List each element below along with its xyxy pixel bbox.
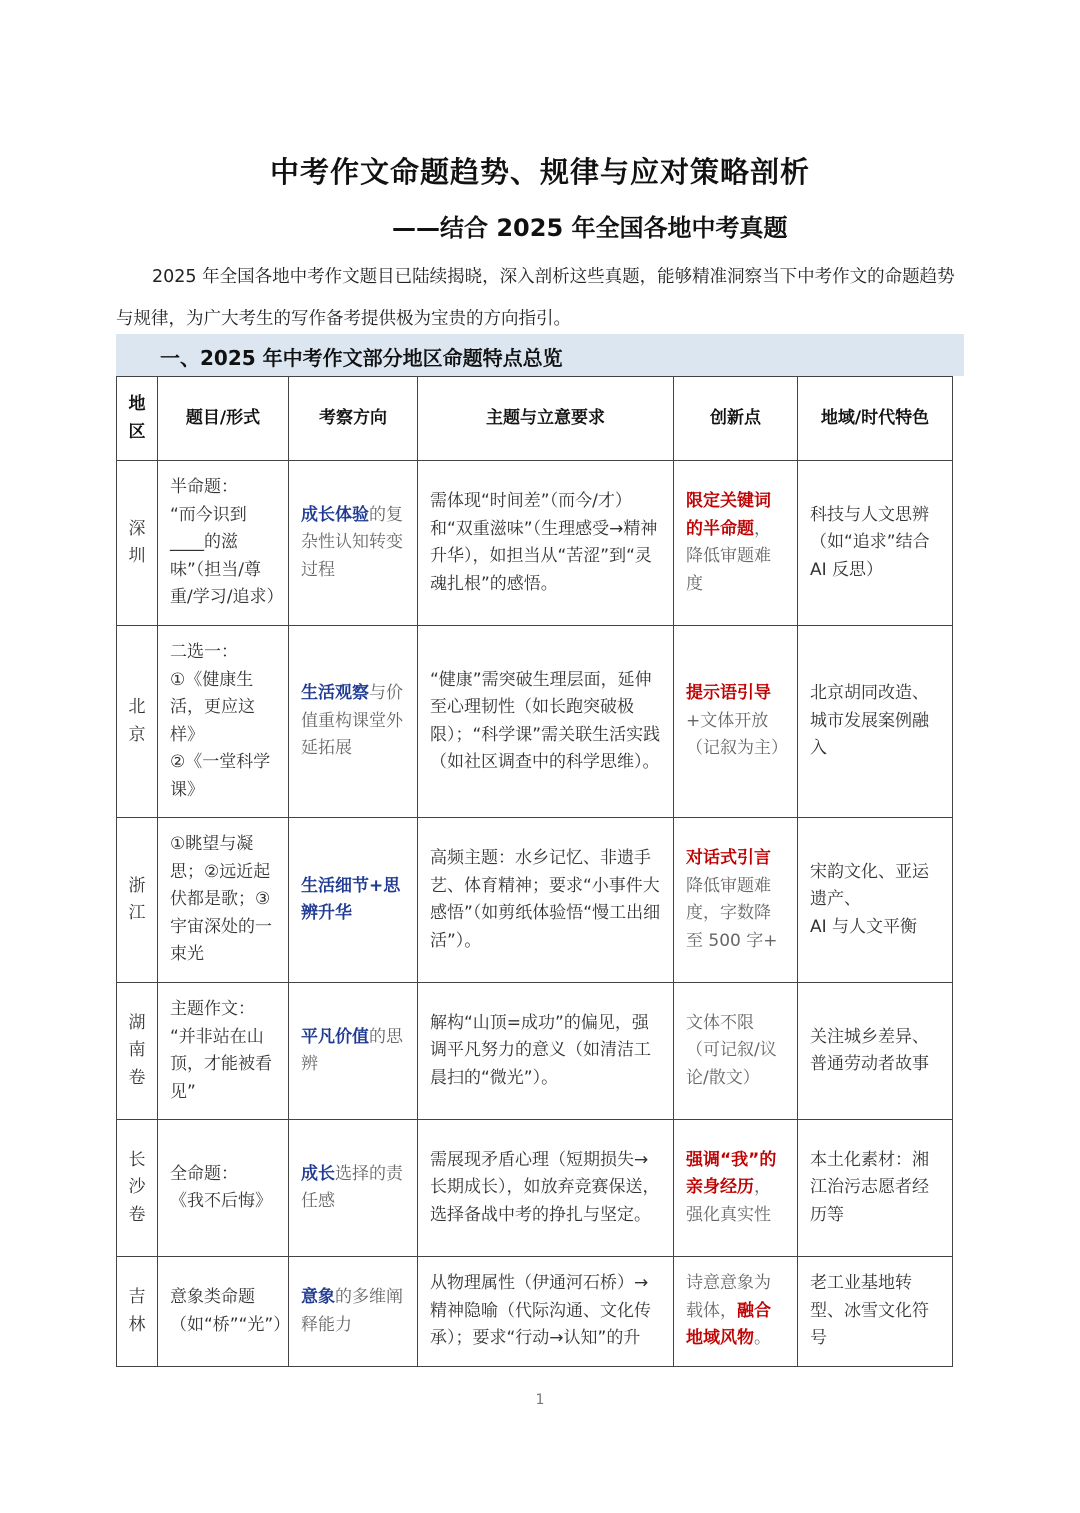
- feature-cell: 北京胡同改造、城市发展案例融入: [798, 626, 953, 818]
- direction-cell: [289, 626, 418, 818]
- innovation-cell: [674, 1257, 798, 1367]
- innovation-cell: [674, 461, 798, 626]
- intro-paragraph: 2025 年全国各地中考作文题目已陆续揭晓，深入剖析这些真题，能够精准洞察当下中考作文的命题趋势与规律，为广大考生的写作备考提供极为宝贵的方向指引。: [116, 267, 955, 329]
- section-heading: 一、2025 年中考作文部分地区命题特点总览: [160, 346, 563, 370]
- direction-cell: [289, 1120, 418, 1257]
- direction-cell: [289, 818, 418, 983]
- document-title: 中考作文命题趋势、规律与应对策略剖析: [269, 155, 810, 189]
- innovation-text: ，强化真实性: [686, 1177, 771, 1225]
- overview-table: [116, 376, 953, 1367]
- table-row: [117, 1120, 953, 1257]
- header-innovation: 创新点: [674, 377, 798, 461]
- theme-cell: 需展现矛盾心理（短期损失→长期成长），如放弃竞赛保送，选择备战中考的挣扎与坚定。: [418, 1120, 674, 1257]
- topic-cell: 全命题： 《我不后悔》: [158, 1120, 289, 1257]
- innovation-cell: [674, 818, 798, 983]
- table-row: [117, 983, 953, 1120]
- section-heading-bar: [116, 334, 964, 376]
- table-row: [117, 461, 953, 626]
- region-cell: 长 沙 卷: [117, 1120, 158, 1257]
- direction-cell: [289, 983, 418, 1120]
- innovation-keyword: 限定关键词的半命题: [686, 491, 771, 539]
- header-direction: 考察方向: [289, 377, 418, 461]
- innovation-keyword: 提示语引导: [686, 683, 771, 704]
- innovation-cell: [674, 1120, 798, 1257]
- direction-text: 的复杂性认知转变过程: [301, 504, 403, 580]
- header-region: 地 区: [117, 377, 158, 461]
- feature-cell: 科技与人文思辨（如“追求”结合 AI 反思）: [798, 461, 953, 626]
- topic-cell: ①眺望与凝思；②远近起伏都是歌；③宇宙深处的一束光: [158, 818, 289, 983]
- direction-text: 的多维阐释能力: [301, 1287, 403, 1335]
- innovation-text: 降低审题难度，字数降至 500 字+: [686, 875, 778, 951]
- direction-cell: [289, 1257, 418, 1367]
- topic-cell: 主题作文： “并非站在山顶，才能被看见”: [158, 983, 289, 1120]
- innovation-keyword: 融合地域风物: [686, 1300, 771, 1349]
- feature-cell: 老工业基地转型、冰雪文化符号: [798, 1257, 953, 1367]
- innovation-prefix: 诗意意象为载体，: [686, 1273, 771, 1321]
- direction-keyword: 生活细节+思辨升华: [301, 875, 401, 923]
- table-row: [117, 1257, 953, 1367]
- innovation-keyword: 强调“我”的亲身经历: [686, 1149, 777, 1198]
- innovation-text: 。: [754, 1328, 771, 1349]
- page-number: 1: [535, 1392, 545, 1408]
- feature-cell: 关注城乡差异、普通劳动者故事: [798, 983, 953, 1120]
- region-cell: 湖 南 卷: [117, 983, 158, 1120]
- region-cell: 深 圳: [117, 461, 158, 626]
- table-row: [117, 626, 953, 818]
- region-cell: 浙 江: [117, 818, 158, 983]
- table-row: [117, 818, 953, 983]
- region-cell: 吉 林: [117, 1257, 158, 1367]
- direction-text: 与价值重构课堂外延拓展: [301, 683, 403, 759]
- direction-keyword: 生活观察: [301, 683, 369, 704]
- innovation-cell: [674, 983, 798, 1120]
- document-subtitle: ——结合 2025 年全国各地中考真题: [392, 214, 788, 242]
- innovation-text: ，降低审题难度: [686, 518, 771, 594]
- feature-cell: 宋韵文化、亚运遗产、 AI 与人文平衡: [798, 818, 953, 983]
- direction-keyword: 成长体验: [301, 504, 369, 525]
- header-feature: 地域/时代特色: [798, 377, 953, 461]
- topic-cell: 半命题： “而今识到____的滋味”（担当/尊重/学习/追求）: [158, 461, 289, 626]
- theme-cell: 高频主题：水乡记忆、非遗手艺、体育精神；要求“小事件大感悟”（如剪纸体验悟“慢工出细活”）。: [418, 818, 674, 983]
- theme-cell: 需体现“时间差”（而今/才）和“双重滋味”（生理感受→精神升华），如担当从“苦涩”到“灵魂扎根”的感悟。: [418, 461, 674, 626]
- innovation-text: +文体开放（记叙为主）: [686, 710, 788, 759]
- theme-cell: “健康”需突破生理层面，延伸至心理韧性（如长跑突破极限）；“科学课”需关联生活实践（如社区调查中的科学思维）。: [418, 626, 674, 818]
- region-cell: 北 京: [117, 626, 158, 818]
- direction-cell: [289, 461, 418, 626]
- header-topic: 题目/形式: [158, 377, 289, 461]
- direction-text: 的思辨: [301, 1026, 403, 1074]
- header-theme: 主题与立意要求: [418, 377, 674, 461]
- feature-cell: 本土化素材：湘江治污志愿者经历等: [798, 1120, 953, 1257]
- topic-cell: 意象类命题（如“桥”“光”）: [158, 1257, 289, 1367]
- direction-keyword: 成长: [301, 1163, 335, 1184]
- direction-text: 选择的责任感: [301, 1163, 403, 1211]
- innovation-keyword: 对话式引言: [686, 848, 771, 868]
- innovation-cell: [674, 626, 798, 818]
- innovation-text: 文体不限（可记叙/议论/散文）: [686, 1012, 777, 1088]
- topic-cell: 二选一： ①《健康生活，更应这样》 ②《一堂科学课》: [158, 626, 289, 818]
- direction-keyword: 意象: [301, 1287, 335, 1307]
- theme-cell: 从物理属性（伊通河石桥）→精神隐喻（代际沟通、文化传承）；要求“行动→认知”的升: [418, 1257, 674, 1367]
- theme-cell: 解构“山顶=成功”的偏见，强调平凡努力的意义（如清洁工晨扫的“微光”）。: [418, 983, 674, 1120]
- table-header-row: [117, 377, 953, 461]
- direction-keyword: 平凡价值: [301, 1026, 369, 1047]
